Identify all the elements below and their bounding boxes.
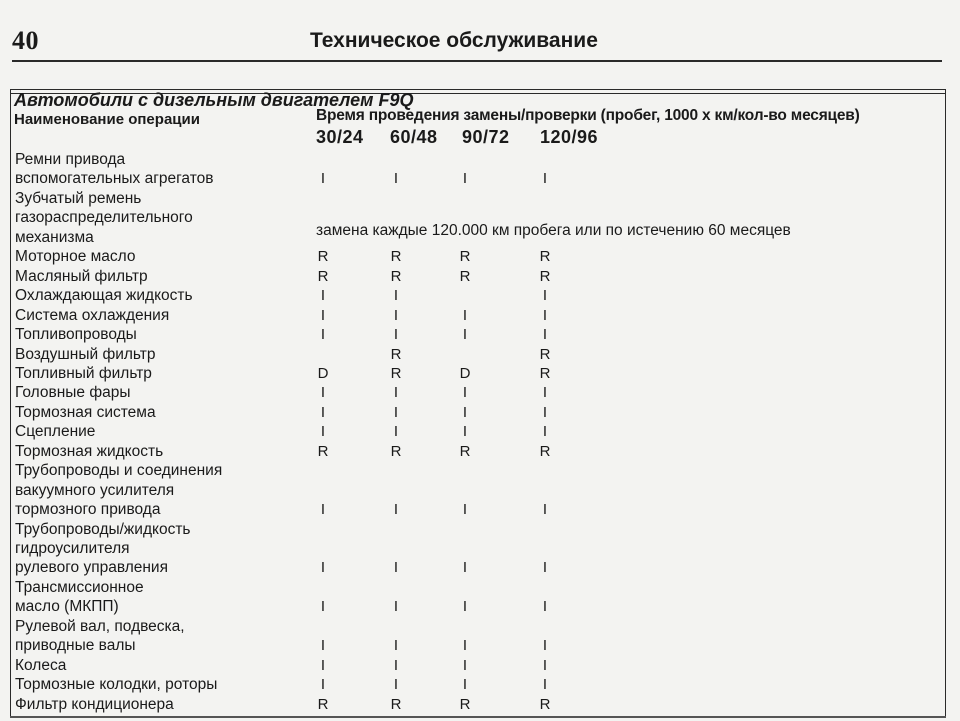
interval-cell: I [542, 637, 548, 655]
interval-cell: I [393, 403, 399, 421]
interval-cell: I [542, 598, 548, 616]
interval-cell: I [542, 423, 548, 441]
interval-cell: I [393, 559, 399, 577]
interval-cell: I [393, 423, 399, 441]
operation-label: вакуумного усилителя [15, 481, 175, 499]
operation-label: вспомогательных агрегатов [15, 170, 214, 188]
interval-cell: I [462, 423, 468, 441]
interval-cell: R [317, 248, 329, 266]
interval-cell: I [393, 170, 399, 188]
interval-cell: I [320, 170, 326, 188]
interval-cell: R [459, 442, 471, 460]
operation-label: тормозного привода [15, 501, 161, 519]
interval-cell: R [390, 442, 402, 460]
operation-label: Топливный фильтр [15, 364, 152, 382]
interval-header: 90/72 [462, 127, 510, 147]
timing-belt-note: замена каждые 120.000 км пробега или по истечению 60 месяцев [316, 222, 791, 239]
interval-cell: I [462, 637, 468, 655]
interval-cell: I [542, 170, 548, 188]
operation-label: Тормозная жидкость [15, 442, 164, 460]
interval-cell: R [459, 695, 471, 713]
interval-cell: I [542, 501, 548, 519]
interval-header: 60/48 [390, 127, 438, 147]
operation-label: Топливопроводы [15, 326, 137, 344]
interval-cell: I [393, 637, 399, 655]
operation-label: гидроусилителя [15, 540, 130, 557]
operation-label: Тормозная система [15, 403, 156, 421]
interval-cell: I [320, 637, 326, 655]
interval-cell: R [539, 267, 551, 285]
operation-label: Зубчатый ремень [15, 189, 142, 207]
operation-label: Трубопроводы и соединения [15, 462, 223, 480]
operation-label: Воздушный фильтр [15, 345, 156, 363]
operation-label: Головные фары [15, 384, 131, 402]
interval-cell: R [317, 695, 329, 713]
page-number: 40 [12, 26, 39, 55]
interval-cell: I [542, 287, 548, 305]
operation-label: Моторное масло [15, 248, 136, 266]
interval-cell: R [317, 442, 329, 460]
interval-cell: I [320, 656, 326, 674]
interval-cell: I [393, 384, 399, 402]
interval-cell: R [539, 364, 551, 382]
interval-cell: I [542, 656, 548, 674]
operation-label: Трубопроводы/жидкость [15, 520, 191, 538]
bottom-rule [10, 716, 946, 718]
interval-cell: R [390, 364, 402, 382]
operation-label: масло (МКПП) [15, 598, 119, 616]
operation-label: Масляный фильтр [15, 267, 148, 285]
operation-label: Фильтр кондиционера [15, 695, 174, 713]
interval-cell: R [390, 695, 402, 713]
interval-header: 30/24 [316, 127, 364, 147]
interval-cell: I [320, 501, 326, 519]
interval-cell: R [317, 267, 329, 285]
interval-cell: I [542, 384, 548, 402]
interval-cell: I [462, 384, 468, 402]
operation-label: Трансмиссионное [15, 578, 144, 596]
interval-cell: I [393, 287, 399, 305]
interval-cell: I [320, 676, 326, 694]
interval-cell: D [317, 364, 329, 382]
interval-cell: I [393, 676, 399, 694]
header-rule [12, 60, 942, 62]
interval-cell: R [539, 695, 551, 713]
interval-cell: I [542, 306, 548, 324]
interval-cell: I [393, 598, 399, 616]
interval-header: 120/96 [540, 127, 599, 147]
interval-cell: I [462, 559, 468, 577]
interval-cell: I [320, 326, 326, 344]
interval-cell: R [539, 345, 551, 363]
operation-label: Охлаждающая жидкость [15, 287, 193, 305]
operation-label: Рулевой вал, подвеска, [15, 617, 185, 635]
operation-label: Тормозные колодки, роторы [15, 676, 218, 694]
interval-cell: I [462, 676, 468, 694]
operation-label: рулевого управления [15, 559, 168, 577]
interval-cell: I [542, 559, 548, 577]
interval-cell: I [320, 559, 326, 577]
interval-cell: I [462, 598, 468, 616]
interval-cell: I [320, 306, 326, 324]
operation-label: Система охлаждения [15, 306, 170, 324]
interval-cell: I [393, 326, 399, 344]
interval-cell: I [462, 170, 468, 188]
interval-cell: R [390, 345, 402, 363]
operation-label: газораспределительного [15, 209, 193, 227]
interval-cell: I [462, 326, 468, 344]
interval-cell: R [390, 267, 402, 285]
operation-label: механизма [15, 228, 94, 246]
section-title: Автомобили с дизельным двигателем F9Q [14, 90, 414, 110]
operation-label: Ремни привода [15, 151, 126, 168]
operation-column-header: Наименование операции [14, 111, 200, 128]
operation-label: Колеса [15, 656, 67, 674]
interval-cell: I [320, 403, 326, 421]
interval-cell: I [542, 676, 548, 694]
interval-cell: R [459, 267, 471, 285]
interval-cell: I [393, 306, 399, 324]
time-column-header: Время проведения замены/проверки (пробег, 1000 х км/кол-во месяцев) [316, 107, 860, 124]
interval-cell: I [320, 287, 326, 305]
page-title: Техническое обслуживание [310, 29, 598, 52]
interval-cell: I [462, 403, 468, 421]
interval-cell: I [393, 501, 399, 519]
interval-cell: R [459, 248, 471, 266]
interval-cell: R [539, 248, 551, 266]
interval-cell: R [390, 248, 402, 266]
interval-cell: I [320, 384, 326, 402]
interval-cell: I [320, 598, 326, 616]
interval-cell: R [539, 442, 551, 460]
interval-cell: I [320, 423, 326, 441]
interval-cell: I [462, 306, 468, 324]
interval-cell: I [542, 403, 548, 421]
interval-cell: I [462, 656, 468, 674]
interval-cell: I [542, 326, 548, 344]
interval-cell: I [462, 501, 468, 519]
operation-label: приводные валы [15, 637, 136, 655]
interval-cell: D [459, 364, 471, 382]
operation-label: Сцепление [15, 423, 96, 441]
interval-cell: I [393, 656, 399, 674]
